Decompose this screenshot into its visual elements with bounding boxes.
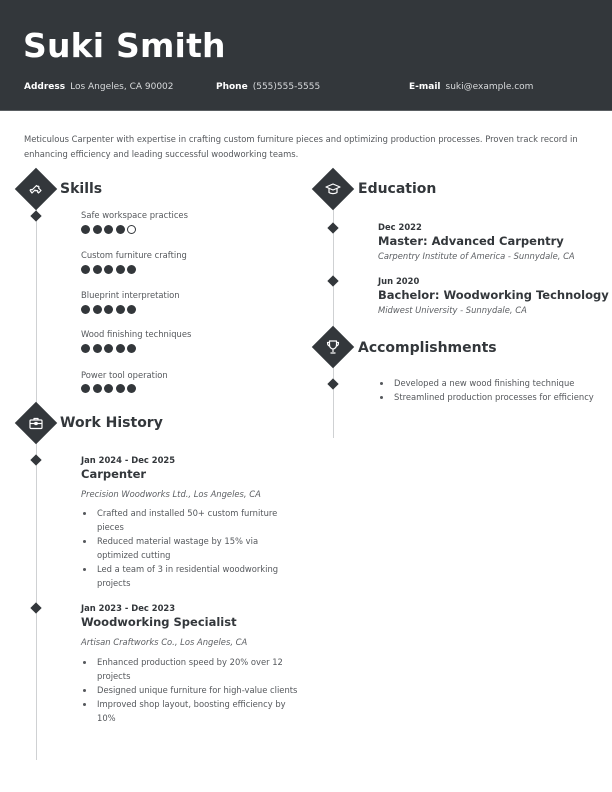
skill-name: Safe workspace practices [81, 210, 188, 220]
work-history-title: Work History [60, 415, 163, 431]
skill-rating [81, 225, 136, 234]
education-title: Education [358, 181, 437, 197]
rating-dot-filled [81, 344, 90, 353]
education-node [327, 222, 338, 233]
accomplishments-list [378, 376, 598, 404]
education-date: Dec 2022 [378, 222, 422, 232]
rating-dot-filled [104, 225, 113, 234]
skill-rating [81, 305, 136, 314]
skill-rating [81, 384, 136, 393]
rating-dot-filled [127, 384, 136, 393]
address-value: Los Angeles, CA 90002 [70, 82, 174, 92]
briefcase-icon [28, 415, 44, 431]
rating-dot-filled [93, 305, 102, 314]
rating-dot-filled [104, 344, 113, 353]
education-degree: Master: Advanced Carpentry [378, 234, 564, 248]
skill-name: Blueprint interpretation [81, 290, 180, 300]
rating-dot-filled [93, 344, 102, 353]
education-school: Midwest University - Sunnydale, CA [378, 305, 527, 315]
accomplishments-section-badge [312, 326, 354, 368]
skills-title: Skills [60, 181, 103, 197]
job-title: Woodworking Specialist [81, 615, 237, 629]
job-bullet: Reduced material wastage by 15% via optimized cutting [81, 534, 301, 562]
education-school: Carpentry Institute of America - Sunnydale, CA [378, 251, 575, 261]
rating-dot-filled [81, 225, 90, 234]
skill-rating [81, 344, 136, 353]
rating-dot-filled [93, 265, 102, 274]
left-timeline-line [36, 189, 37, 760]
contact-phone [216, 82, 320, 92]
job-title: Carpenter [81, 467, 147, 481]
accomplishments-title: Accomplishments [358, 340, 497, 356]
rating-dot-filled [127, 305, 136, 314]
job-bullets [81, 655, 301, 725]
graduation-cap-icon [325, 181, 341, 197]
accomplishment-item: Developed a new wood finishing technique [378, 376, 598, 390]
skill-rating [81, 265, 136, 274]
accomplishments-node [327, 378, 338, 389]
rating-dot-filled [116, 225, 125, 234]
rating-dot-filled [104, 384, 113, 393]
rating-dot-filled [116, 305, 125, 314]
email-value: suki@example.com [445, 82, 534, 92]
rating-dot-filled [116, 265, 125, 274]
rating-dot-filled [104, 305, 113, 314]
job-bullet: Enhanced production speed by 20% over 12 projects [81, 655, 301, 683]
education-node [327, 275, 338, 286]
education-degree: Bachelor: Woodworking Technology [378, 288, 609, 302]
job-node [30, 454, 41, 465]
rating-dot-filled [93, 225, 102, 234]
rating-dot-empty [127, 225, 136, 234]
job-company: Artisan Craftworks Co., Los Angeles, CA [81, 637, 248, 647]
rating-dot-filled [81, 384, 90, 393]
education-date: Jun 2020 [378, 276, 420, 286]
job-bullet: Crafted and installed 50+ custom furniture pieces [81, 506, 301, 534]
accomplishment-item: Streamlined production processes for efficiency [378, 390, 598, 404]
education-section-badge [312, 168, 354, 210]
job-company: Precision Woodworks Ltd., Los Angeles, CA [81, 489, 261, 499]
rating-dot-filled [81, 305, 90, 314]
skills-node [30, 210, 41, 221]
job-node [30, 602, 41, 613]
job-dates: Jan 2024 - Dec 2025 [81, 455, 176, 465]
rating-dot-filled [93, 384, 102, 393]
phone-label: Phone [216, 82, 248, 92]
job-bullets [81, 506, 301, 590]
phone-value: (555)555-5555 [252, 82, 321, 92]
resume-header [0, 0, 612, 111]
contact-address [24, 82, 174, 92]
skill-name: Wood finishing techniques [81, 329, 192, 339]
job-bullet: Led a team of 3 in residential woodworking projects [81, 562, 301, 590]
puzzle-icon [28, 181, 44, 197]
rating-dot-filled [127, 344, 136, 353]
rating-dot-filled [81, 265, 90, 274]
email-label: E-mail [409, 82, 441, 92]
professional-summary: Meticulous Carpenter with expertise in crafting custom furniture pieces and optimizing production processes. Proven track record in enhancing efficiency and leading successful woodworking teams. [24, 134, 578, 159]
job-dates: Jan 2023 - Dec 2023 [81, 603, 176, 613]
trophy-icon [325, 339, 341, 355]
skills-section-badge [15, 168, 57, 210]
job-bullet: Designed unique furniture for high-value clients [81, 683, 301, 697]
rating-dot-filled [116, 344, 125, 353]
rating-dot-filled [116, 384, 125, 393]
skill-name: Power tool operation [81, 370, 168, 380]
rating-dot-filled [127, 265, 136, 274]
rating-dot-filled [104, 265, 113, 274]
job-bullet: Improved shop layout, boosting efficiency by 10% [81, 697, 301, 725]
candidate-name: Suki Smith [23, 26, 226, 65]
contact-email [409, 82, 533, 92]
skill-name: Custom furniture crafting [81, 250, 187, 260]
work-history-section-badge [15, 402, 57, 444]
address-label: Address [24, 82, 66, 92]
